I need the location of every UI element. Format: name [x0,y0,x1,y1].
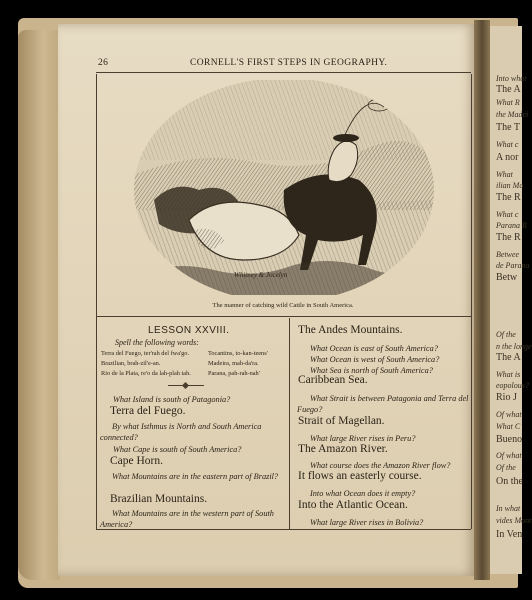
question: Into what Ocean does it empty? [310,489,416,498]
answer: Terra del Fuego. [110,405,186,417]
caption-rule [96,316,471,317]
illustration-caption: The manner of catching wild Cattle in South America. [212,302,354,309]
next-page-fragment: vides Mont [496,516,532,525]
next-page-fragment: Of the [496,463,516,472]
question: What Sea is north of South America? [310,366,433,375]
page-edges [18,30,60,580]
next-page-fragment: eopolous? [496,381,529,390]
question: What large River rises in Bolivia? [310,518,424,527]
pronunciation-entry: Rio de la Plata, re'o da lah-plah tah. [101,370,191,377]
answer: The Andes Mountains. [298,324,403,336]
next-page-strip [490,26,532,574]
answer: Brazilian Mountains. [110,493,208,505]
next-page-fragment: The R [496,232,521,243]
column-divider [289,318,290,530]
next-page-fragment: Rio J [496,392,517,403]
question: What Island is south of Patagonia? [113,395,231,404]
next-page-fragment: Of what [496,410,522,419]
pronunciation-entry: Tocantins, to-kan-teens' [208,350,268,357]
question: What course does the Amazon River flow? [310,461,451,470]
spell-heading: Spell the following words: [115,338,199,347]
next-page-fragment: The A [496,352,521,363]
answer: The Amazon River. [298,443,388,455]
next-page-fragment: In what [496,504,521,513]
question: What Ocean is east of South America? [310,344,438,353]
next-page-fragment: What R [496,98,520,107]
answer: Caribbean Sea. [298,374,368,386]
next-page-fragment: Betwee [496,250,520,259]
answer: Cape Horn. [110,455,164,467]
next-page-fragment: n the longe [496,342,532,351]
next-page-fragment: What is [496,370,521,379]
next-page-fragment: The A [496,84,521,95]
next-page-fragment: The R [496,192,521,203]
cattle-engraving [134,80,434,295]
next-page-fragment: Of the [496,330,516,339]
next-page-fragment: ilian Mo [496,181,524,190]
answer: Strait of Magellan. [298,415,385,427]
next-page-fragment: Bueno [496,434,523,445]
next-page-fragment: Of what [496,451,522,460]
question: By what Isthmus is North and South America connected? [100,422,262,442]
book-title: CORNELL'S FIRST STEPS IN GEOGRAPHY. [190,58,388,68]
page-number: 26 [98,58,109,68]
question: What Cape is south of South America? [113,445,242,454]
answer: It flows an easterly course. [298,470,422,482]
question: What Ocean is west of South America? [310,355,440,364]
pronunciation-entry: Parana, pah-rah-nah' [208,370,260,377]
pronunciation-entry: Terra del Fuego, ter'rah del fwa'go. [101,350,190,357]
next-page-fragment: Into what [496,74,527,83]
question: What Mountains are in the eastern part of Brazil? [112,472,279,481]
question: What Strait is between Patagonia and Terra del Fuego? [297,394,469,414]
question: What large River rises in Peru? [310,434,416,443]
next-page-fragment: What c [496,140,519,149]
answer: Into the Atlantic Ocean. [298,499,408,511]
next-page-fragment: What C [496,422,521,431]
header-rule [96,72,471,73]
running-header [98,58,470,72]
next-page-fragment: The T [496,122,520,133]
next-page-fragment: What c [496,210,519,219]
pronunciation-entry: Brazilian, brah-zil'e-an. [101,360,161,367]
next-page-fragment: On the [496,476,523,487]
next-page-fragment: A nor [496,152,519,163]
next-page-fragment: In Ven [496,529,523,540]
ornament-divider [168,385,204,386]
question: What Mountains are in the western part of South America? [100,509,274,529]
pronunciation-entry: Madeira, mah-da'ra. [208,360,259,367]
engraver-signature: Whitney & Jocelyn [234,271,288,279]
next-page-fragment: Parana R [496,221,527,230]
lesson-title: LESSON XXVIII. [148,325,230,336]
next-page-fragment: What [496,170,513,179]
book-gutter [474,20,490,580]
next-page-fragment: the Madei [496,110,529,119]
next-page-fragment: Betw [496,272,518,283]
bottom-rule [96,529,471,530]
next-page-fragment: de Parana [496,261,530,270]
